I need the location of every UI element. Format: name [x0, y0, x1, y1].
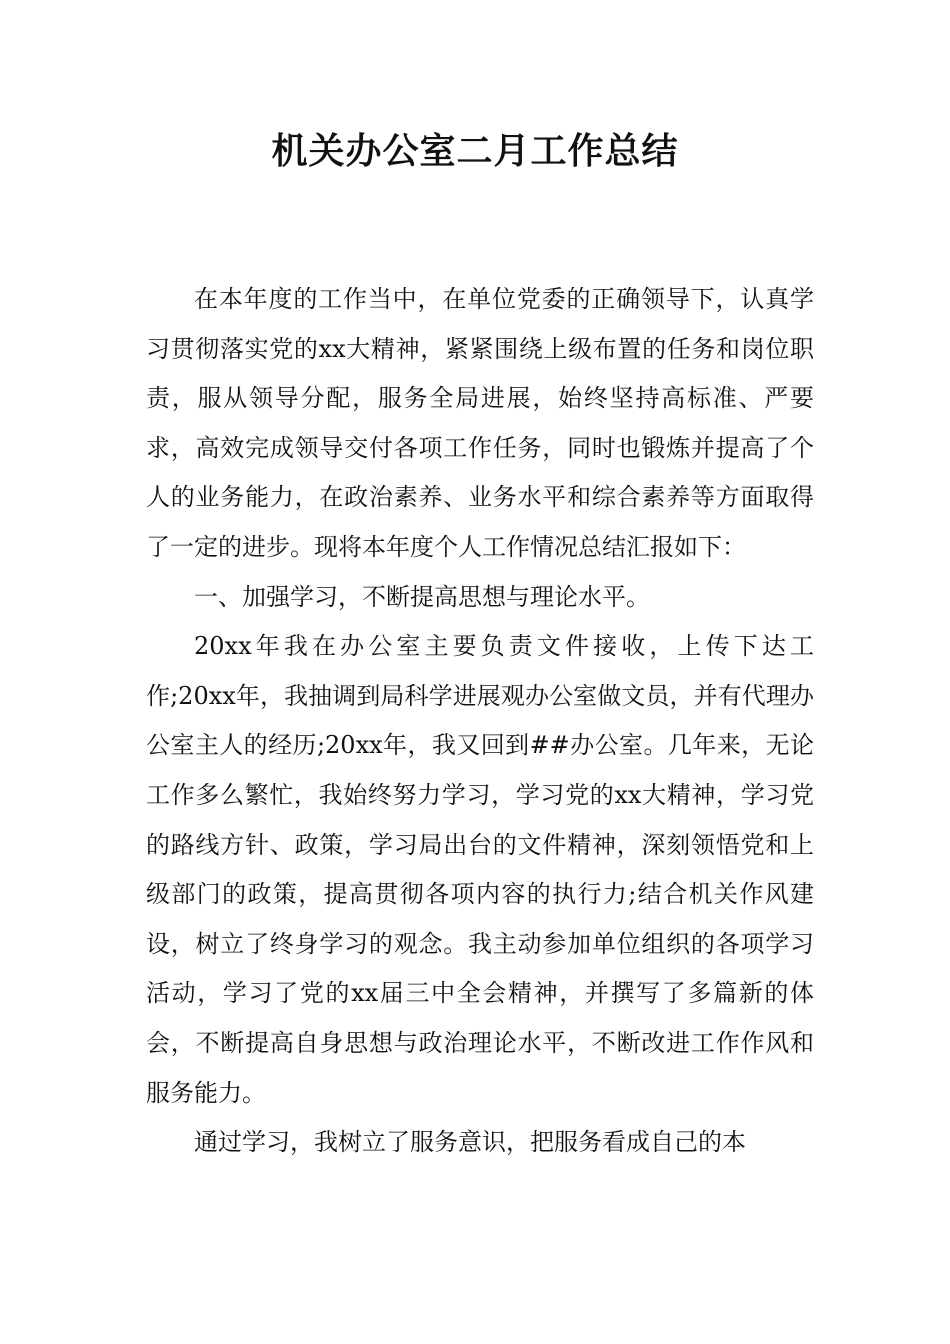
- paragraph-study: 20xx年我在办公室主要负责文件接收，上传下达工作;20xx年，我抽调到局科学进展观办公室做文员，并有代理办公室主人的经历;20xx年，我又回到##办公室。几年来，无论工作多么繁忙，我始终努力学习，学习党的xx大精神，学习党的路线方针、政策，学习局出台的文件精神，深刻领悟党和上级部门的政策，提高贯彻各项内容的执行力;结合机关作风建设，树立了终身学习的观念。我主动参加单位组织的各项学习活动，学习了党的xx届三中全会精神，并撰写了多篇新的体会，不断提高自身思想与政治理论水平，不断改进工作作风和服务能力。: [146, 632, 814, 1107]
- paragraph-intro: 在本年度的工作当中，在单位党委的正确领导下，认真学习贯彻落实党的xx大精神，紧紧围绕上级布置的任务和岗位职责，服从领导分配，服务全局进展，始终坚持高标准、严要求，高效完成领导交付各项工作任务，同时也锻炼并提高了个人的业务能力，在政治素养、业务水平和综合素养等方面取得了一定的进步。现将本年度个人工作情况总结汇报如下：: [146, 285, 814, 561]
- paragraph-service: 通过学习，我树立了服务意识，把服务看成自己的本: [194, 1128, 746, 1157]
- document-body: [146, 275, 814, 1168]
- section-heading-1: 一、加强学习，不断提高思想与理论水平。: [194, 582, 650, 611]
- document-title: 机关办公室二月工作总结: [271, 131, 679, 172]
